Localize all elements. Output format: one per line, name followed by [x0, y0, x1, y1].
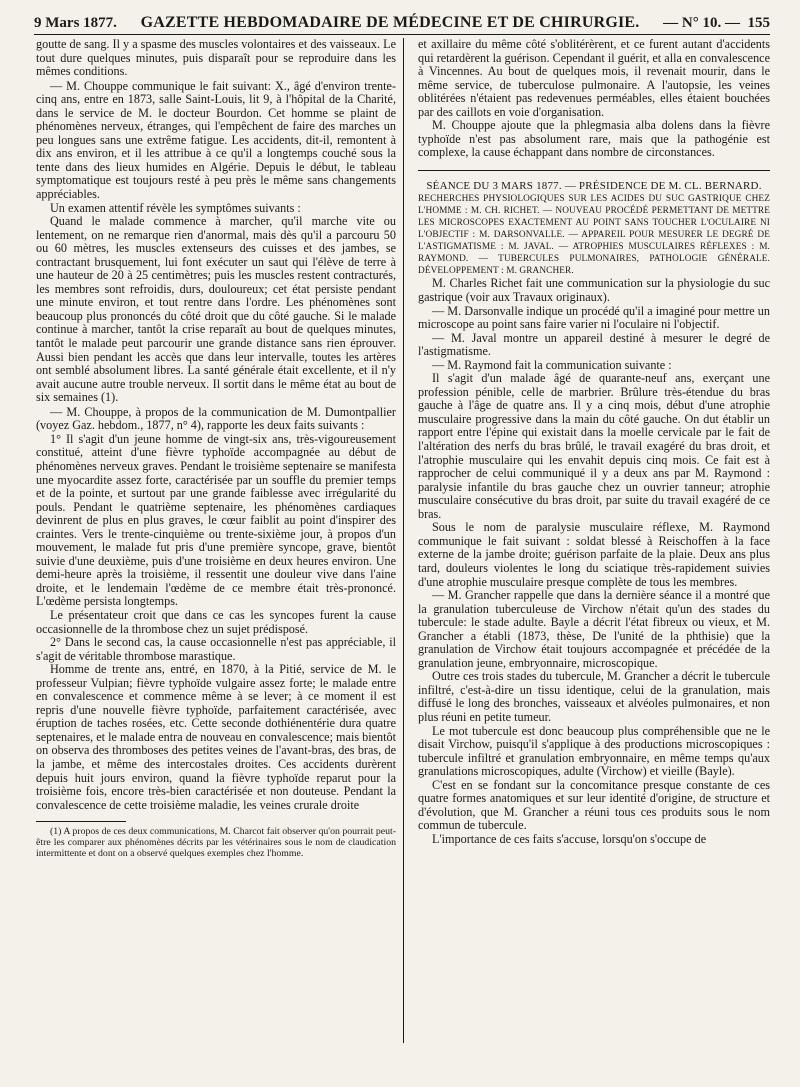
paragraph: 2° Dans le second cas, la cause occasionnelle n'est pas appréciable, il s'agit de véritable thrombose marastique. [36, 635, 396, 663]
paragraph: L'importance de ces faits s'accuse, lorsqu'on s'occupe de [432, 831, 707, 846]
paragraph: et axillaire du même côté s'oblitérèrent, et ce furent autant d'accidents qui retardèrent la guérison. Cependant il guérit, et alla en convalescence à Vincennes. Au bout de quelques mois, il revenait mourir, dans le même service, de tuberculose pulmonaire. A l'autopsie, les veines oblitérées n'étaient pas redevenues perméables, elles étaient bouchées par des caillots en voie d'organisation. [418, 37, 770, 119]
header-rule [34, 34, 770, 35]
paragraph: — M. Darsonvalle indique un procédé qu'il a imaginé pour mettre un microscope au point sans faire varier ni l'oculaire ni l'objectif. [418, 303, 770, 332]
header-date: 9 Mars 1877. [34, 15, 117, 31]
right-column [418, 38, 770, 846]
column-divider [403, 38, 404, 1043]
paragraph: Homme de trente ans, entré, en 1870, à la Pitié, service de M. le professeur Vulpian; fièvre typhoïde vulgaire assez forte; le malade entre en convalescence et commence même à se lever; à ce moment il est repris d'une nouvelle fièvre typhoïde, parfaitement caractérisée, avec éruption de taches rosées, etc. Cette seconde dothiénentérie dura quatre septenaires, et le malade entra de nouveau en convalescence; mais bientôt on observa des thromboses des petites veines de l'avant-bras, des bras, de la jambe, et même des intercostales droites. Ces accidents durèrent depuis huit jours environ, quand la fièvre typhoïde reparut pour la troisième fois, encore très-bien caractérisée et non douteuse. Pendant la convalescence de cette troisième maladie, les veines crurale droite [36, 662, 396, 812]
left-column [36, 38, 396, 859]
paragraph: Il s'agit d'un malade âgé de quarante-neuf ans, exerçant une profession pénible, celle de marbrier. Brûlure très-étendue du bras gauche à l'âge de quatre ans. Il y a cinq mois, début d'une atrophie musculaire progressive dans la main du côté gauche. On dut établir un rapport entre l'épine qui existait dans la moelle cervicale par le fait de l'altération des nerfs du bras brûlé, le travail exagéré du bras droit, et l'atrophie musculaire qui les envahit depuis cinq mois. Ce fait est à rapprocher de celui communiqué il y a deux ans par M. Raymond : paralysie infantile du bras gauche chez un ouvrier tanneur; atrophie musculaire consécutive du bras droit, par suite du travail exagéré de ce bras. [418, 371, 770, 521]
paragraph: goutte de sang. Il y a spasme des muscles volontaires et des vaisseaux. Le tout dure quelques minutes, puis disparaît pour se reproduire dans les mêmes conditions. [36, 37, 396, 79]
paragraph: Quand le malade commence à marcher, qu'il marche vite ou lentement, on ne remarque rien d'anormal, mais dès qu'il a parcouru 50 ou 60 mètres, les muscles extenseurs des cuisses et des jambes, se contractant brusquement, lui font exécuter un saut qui l'élève de terre à une hauteur de 20 à 25 centimètres; puis les muscles restent contracturés, les membres sont refroidis, durs, douloureux; cet état persiste pendant une minute environ, et tout rentre dans l'ordre. Les phénomènes sont beaucoup plus prononcés du côté droit que du côté gauche. Si le malade continue à marcher, tantôt la crise reparaît au bout de quelques minutes, tantôt le malade peut parcourir une grande distance sans rien éprouver. Aussi bien pendant les accès que dans leur intervalle, toutes les artères ont semblé absolument libres. La santé générale était excellente, et il n'y avait aucune autre trouble nerveux. Il sortit dans le même état au bout de six semaines (1). [36, 214, 396, 405]
seance-heading: SÉANCE DU 3 MARS 1877. — PRÉSIDENCE DE M. CL. BERNARD. [426, 179, 762, 192]
paragraph: C'est en se fondant sur la concomitance presque constante de ces quatre formes anatomiques et sur leur identité d'origine, de structure et d'évolution, que M. Grancher a réuni tous ces produits sous le nom commun de tubercule. [418, 777, 770, 833]
journal-title: GAZETTE HEBDOMADAIRE DE MÉDECINE ET DE CHIRURGIE. [140, 14, 640, 31]
page-number: 155 [747, 15, 770, 31]
footnote-rule [36, 821, 126, 822]
paragraph: — M. Chouppe communique le fait suivant: X., âgé d'environ trente-cinq ans, entre en 1873, salle Saint-Louis, lit 9, à l'hôpital de la Charité, dans le service de M. le docteur Bourdon. Cet homme se plaint de phénomènes nerveux, étranges, qui l'empêchent de faire des marches un peu longues sans une extrême fatigue. Les accidents, dit-il, remontent à dix ans environ, et il les attribue à ce qu'il a longtemps couché sous la tente dans des lieux humides en Algérie. Depuis le début, le tableau symptomatique est toujours resté à peu près le même sans changements appréciables. [36, 78, 396, 202]
paragraph: Le mot tubercule est donc beaucoup plus compréhensible que ne le disait Virchow, puisqu'il s'applique à des productions microscopiques : tubercule infiltré et granulation embryonnaire, en même temps qu'aux granulations microscopiques, adulte (Virchow) et vieille (Bayle). [418, 723, 770, 779]
paragraph: M. Chouppe ajoute que la phlegmasia alba dolens dans la fièvre typhoïde n'est pas absolument rare, mais que la pathogénie est complexe, la cause échappant dans nombre de circonstances. [418, 118, 770, 160]
paragraph: M. Charles Richet fait une communication sur la physiologie du suc gastrique (voir aux Travaux originaux). [418, 276, 770, 305]
issue-number: — N° 10. — [663, 15, 740, 31]
paragraph: — M. Raymond fait la communication suivante : [432, 357, 672, 372]
paragraph: — M. Javal montre un appareil destiné à mesurer le degré de l'astigmatisme. [418, 330, 770, 359]
paragraph: 1° Il s'agit d'un jeune homme de vingt-six ans, très-vigoureusement constitué, atteint d'une fièvre typhoïde accompagnée au début de phénomènes nerveux graves. Pendant le troisième septenaire se manifesta une myocardite assez forte, caractérisée par un souffle du premier temps et de la pointe, et surtout par une grande faiblesse avec irrégularité du pouls. Pendant le quatrième septenaire, les phénomènes cardiaques devinrent de plus en plus graves, le cœur faiblit au point d'inspirer des craintes. Vers le trente-cinquième ou trente-sixième jour, à propos d'un mouvement, le malade fut pris d'une première syncope, grave, bientôt suivie d'une deuxième, puis d'une troisième en deux heures environ. Une demi-heure après la troisième, il ressentit une douleur vive dans l'aine droite, et le lendemain l'œdème de ce membre était très-prononcé. L'œdème persista longtemps. [36, 431, 396, 609]
session-summary: RECHERCHES PHYSIOLOGIQUES SUR LES ACIDES DU SUC GASTRIQUE CHEZ L'HOMME : M. CH. RICHET. — NOUVEAU PROCÉDÉ PERMETTANT DE METTRE LES MICROSCOPES EXACTEMENT AU POINT SANS TOUCHER L'OCULAIRE NI L'OBJECTIF : M. DARSONVALLE. — APPAREIL POUR MESURER LE DEGRÉ DE L'ASTIGMATISME : M. JAVAL. — ATROPHIES MUSCULAIRES RÉFLEXES : M. RAYMOND. — TUBERCULES PULMONAIRES, PATHOLOGIE GÉNÉRALE. DÉVELOPPEMENT : M. GRANCHER. [418, 194, 770, 277]
paragraph: Le présentateur croit que dans ce cas les syncopes furent la cause occasionnelle de la thrombose chez un sujet prédisposé. [36, 607, 396, 636]
section-rule [418, 170, 770, 171]
paragraph: — M. Chouppe, à propos de la communication de M. Dumontpallier (voyez Gaz. hebdom., 1877, n° 4), rapporte les deux faits suivants : [36, 404, 396, 433]
page-header [34, 6, 770, 32]
paragraph: — M. Grancher rappelle que dans la dernière séance il a montré que la granulation tuberculeuse de Virchow n'était qu'un des stades du tubercule: le stade adulte. Bayle a décrit l'état fibreux ou vieux, et M. Grancher a établi (1873, thèse, De l'unité de la phthisie) que la granulation de Virchow était toujours accompagnée et précédée de la granulation jeune, embryonnaire, microscopique. [418, 588, 770, 670]
paragraph: Un examen attentif révèle les symptômes suivants : [50, 200, 301, 215]
paragraph: Outre ces trois stades du tubercule, M. Grancher a décrit le tubercule infiltré, c'est-à-dire un tissu identique, celui de la granulation, mais diffusé le long des bronches, vaisseaux et alvéoles pulmonaires, et non plus réuni en petite tumeur. [418, 669, 770, 724]
footnote: (1) A propos de ces deux communications, M. Charcot fait observer qu'on pourrait peut-être les comparer aux phénomènes décrits par les vétérinaires sous le nom de claudication intermittente et dont on a observé quelques exemples chez l'homme. [36, 826, 396, 860]
paragraph: Sous le nom de paralysie musculaire réflexe, M. Raymond communique le fait suivant : soldat blessé à Reischoffen à la face externe de la jambe droite; guérison parfaite de la plaie. Deux ans plus tard, douleurs violentes le long du sciatique très-rapidement suivies d'une atrophie musculaire presque complète de tous les membres. [418, 520, 770, 589]
header-issue-page [663, 15, 770, 32]
